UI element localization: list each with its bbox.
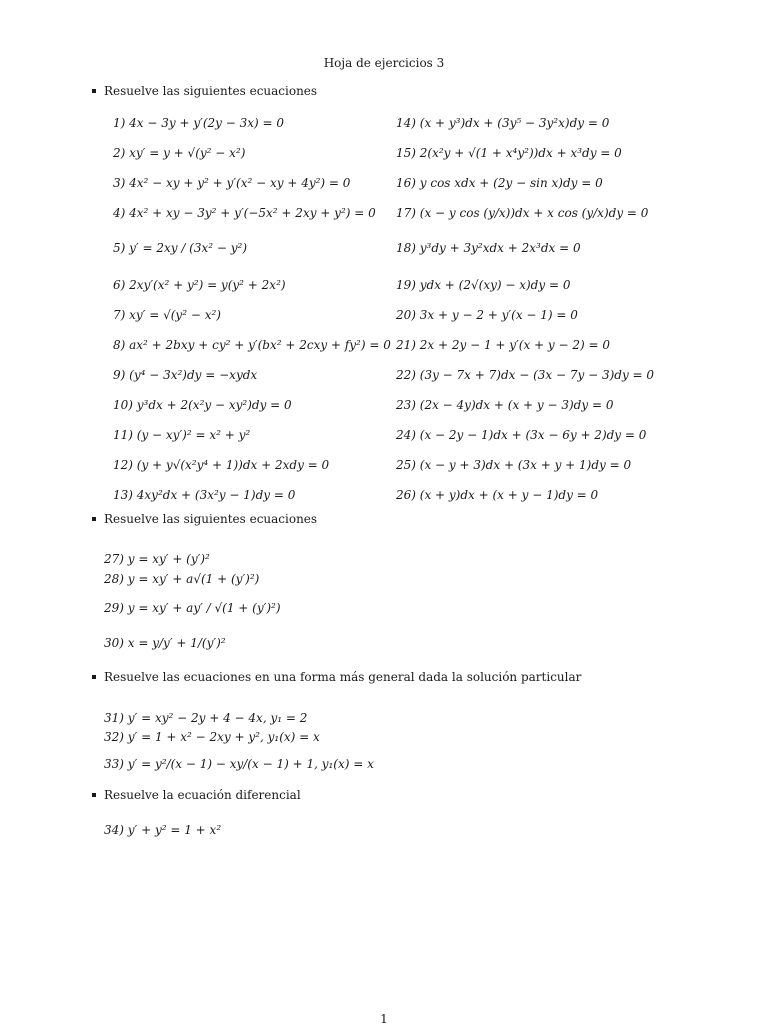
equation: 10) y³dx + 2(x²y − xy²)dy = 0 <box>113 398 292 412</box>
bullet-marker <box>92 89 96 93</box>
section-heading <box>92 670 581 684</box>
bullet-marker <box>92 675 96 679</box>
equation: 21) 2x + 2y − 1 + y′(x + y − 2) = 0 <box>396 338 611 352</box>
bullet-marker <box>92 517 96 521</box>
equation: 7) xy′ = √(y² − x²) <box>113 308 221 322</box>
equation: 24) (x − 2y − 1)dx + (3x − 6y + 2)dy = 0 <box>396 428 647 442</box>
equation: 1) 4x − 3y + y′(2y − 3x) = 0 <box>113 116 284 130</box>
equation: 14) (x + y³)dx + (3y⁵ − 3y²x)dy = 0 <box>396 116 610 130</box>
equation: 23) (2x − 4y)dx + (x + y − 3)dy = 0 <box>396 398 614 412</box>
section-heading <box>92 84 317 98</box>
equation: 12) (y + y√(x²y⁴ + 1))dx + 2xdy = 0 <box>113 458 330 472</box>
equation: 11) (y − xy′)² = x² + y² <box>113 428 251 442</box>
equation: 26) (x + y)dx + (x + y − 1)dy = 0 <box>396 488 599 502</box>
section-heading-text: Resuelve las ecuaciones en una forma más general dada la solución particular <box>104 670 582 684</box>
equation: 17) (x − y cos (y/x))dx + x cos (y/x)dy = 0 <box>396 206 649 220</box>
equation: 18) y³dy + 3y²xdx + 2x³dx = 0 <box>396 241 581 255</box>
bullet-marker <box>92 793 96 797</box>
section-heading <box>92 512 317 526</box>
equation: 6) 2xy′(x² + y²) = y(y² + 2x²) <box>113 278 286 292</box>
equation: 27) y = xy′ + (y′)² <box>104 552 210 566</box>
section-heading-text: Resuelve las siguientes ecuaciones <box>104 84 318 98</box>
section-heading-text: Resuelve las siguientes ecuaciones <box>104 512 318 526</box>
equation: 8) ax² + 2bxy + cy² + y′(bx² + 2cxy + fy²) = 0 <box>113 338 391 352</box>
equation: 13) 4xy²dx + (3x²y − 1)dy = 0 <box>113 488 296 502</box>
equation: 30) x = y/y′ + 1/(y′)² <box>104 636 226 650</box>
equation: 29) y = xy′ + ay′ / √(1 + (y′)²) <box>104 601 281 615</box>
page-title: Hoja de ejercicios 3 <box>323 56 445 70</box>
section-heading <box>92 788 301 802</box>
equation: 25) (x − y + 3)dx + (3x + y + 1)dy = 0 <box>396 458 632 472</box>
equation: 33) y′ = y²/(x − 1) − xy/(x − 1) + 1, y₁(x) = x <box>104 757 374 771</box>
equation: 22) (3y − 7x + 7)dx − (3x − 7y − 3)dy = 0 <box>396 368 655 382</box>
equation: 4) 4x² + xy − 3y² + y′(−5x² + 2xy + y²) = 0 <box>113 206 376 220</box>
equation: 3) 4x² − xy + y² + y′(x² − xy + 4y²) = 0 <box>113 176 351 190</box>
equation: 20) 3x + y − 2 + y′(x − 1) = 0 <box>396 308 578 322</box>
section-heading-text: Resuelve la ecuación diferencial <box>104 788 301 802</box>
equation: 34) y′ + y² = 1 + x² <box>104 823 222 837</box>
equation: 16) y cos xdx + (2y − sin x)dy = 0 <box>396 176 603 190</box>
equation: 15) 2(x²y + √(1 + x⁴y²))dx + x³dy = 0 <box>396 146 622 160</box>
equation: 9) (y⁴ − 3x²)dy = −xydx <box>113 368 258 382</box>
page-number: 1 <box>380 1012 388 1026</box>
equation: 31) y′ = xy² − 2y + 4 − 4x, y₁ = 2 <box>104 711 308 725</box>
equation: 28) y = xy′ + a√(1 + (y′)²) <box>104 572 260 586</box>
equation: 2) xy′ = y + √(y² − x²) <box>113 146 246 160</box>
equation: 32) y′ = 1 + x² − 2xy + y², y₁(x) = x <box>104 730 320 744</box>
equation: 19) ydx + (2√(xy) − x)dy = 0 <box>396 278 571 292</box>
equation: 5) y′ = 2xy / (3x² − y²) <box>113 241 248 255</box>
